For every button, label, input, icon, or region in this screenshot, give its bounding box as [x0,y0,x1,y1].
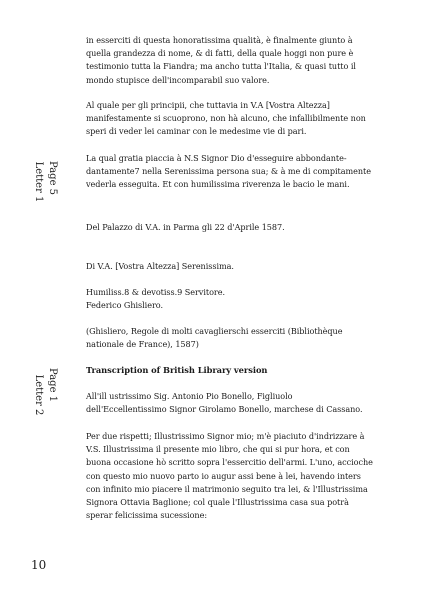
address [86,390,370,416]
text-line: Del Palazzo di V.A. in Parma gli 22 d'Aprile 1587. [86,222,285,232]
text-line: dantamente7 nella Serenissima persona sua; & à me di compitamente [86,166,372,177]
text-line: testimonio tutta la Fiandra; ma ancho tutta l'Italia, & quasi tutto il [86,61,356,72]
text-line: Federico Ghisliero. [86,300,163,311]
paragraph-4 [86,430,373,522]
citation [86,325,370,351]
text-line: Humiliss.8 & devotiss.9 Servitore. [86,287,225,297]
text-line: mondo stupisce dell'incomparabil suo valore. [86,74,270,85]
paragraph-3 [86,152,370,192]
text-line: V.S. Illustrissima il presente mio libro, che qui si pur hora, et con [86,444,350,455]
text-line: La qual gratia piaccia à N.S Signor Dio d'esseguire abbondante- [86,153,347,163]
margin-page-5: Page 5 [47,160,58,196]
text-line: Signora Ottavia Baglione; col quale l'Illustrissima casa sua potrà [86,497,349,508]
text-line: dell'Eccellentissimo Signor Girolamo Bonello, marchese di Cassano. [86,404,363,415]
section-heading [86,364,370,377]
signature-block [86,286,370,312]
text-line: nationale de France), 1587) [86,339,199,350]
text-line: (Ghisliero, Regole di molti cavaglierschi esserciti (Bibliothèque [86,326,343,336]
text-line: speri di veder lei caminar con le medesime vie di pari. [86,126,307,137]
text-line: con infinito mio piacere il matrimonio seguito tra lei, & l'Illustrissima [86,483,368,494]
text-line: All'ill ustrissimo Sig. Antonio Pio Bonello, Figliuolo [86,391,293,401]
text-line: in esserciti di questa honoratissima qualità, è finalmente giunto à [86,35,353,45]
text-line: Al quale per gli principii, che tuttavia in V.A [Vostra Altezza] [86,100,330,110]
text-line: quella grandezza di nome, & di fatti, della quale hoggi non pure è [86,48,354,59]
page-number: 10 [31,558,47,572]
dateline [86,221,370,234]
margin-letter-1: Letter 1 [33,161,44,203]
text-line: buona occasione hò scritto sopra l'essercitio dell'armi. L'uno, accioche [86,457,373,468]
text-line: con questo mio nuovo parto io augur assi bene à lei, havendo inters [86,470,361,481]
margin-letter-2: Letter 2 [33,374,44,416]
paragraph-1 [86,34,370,87]
margin-page-1: Page 1 [47,367,58,403]
text-line: vederla esseguita. Et con humilissima riverenza le bacio le mani. [86,179,350,190]
text-line: Di V.A. [Vostra Altezza] Serenissima. [86,261,234,271]
closing-salutation [86,260,370,273]
paragraph-2 [86,99,370,139]
text-line: sperar felicissima sucessione: [86,510,208,521]
text-line: Transcription of British Library version [86,365,268,375]
text-line: manifestamente si scuoprono, non hà alcuno, che infallibilmente non [86,113,366,124]
text-line: Per due rispetti; Illustrissimo Signor mio; m'è piaciuto d'indrizzare à [86,431,365,441]
